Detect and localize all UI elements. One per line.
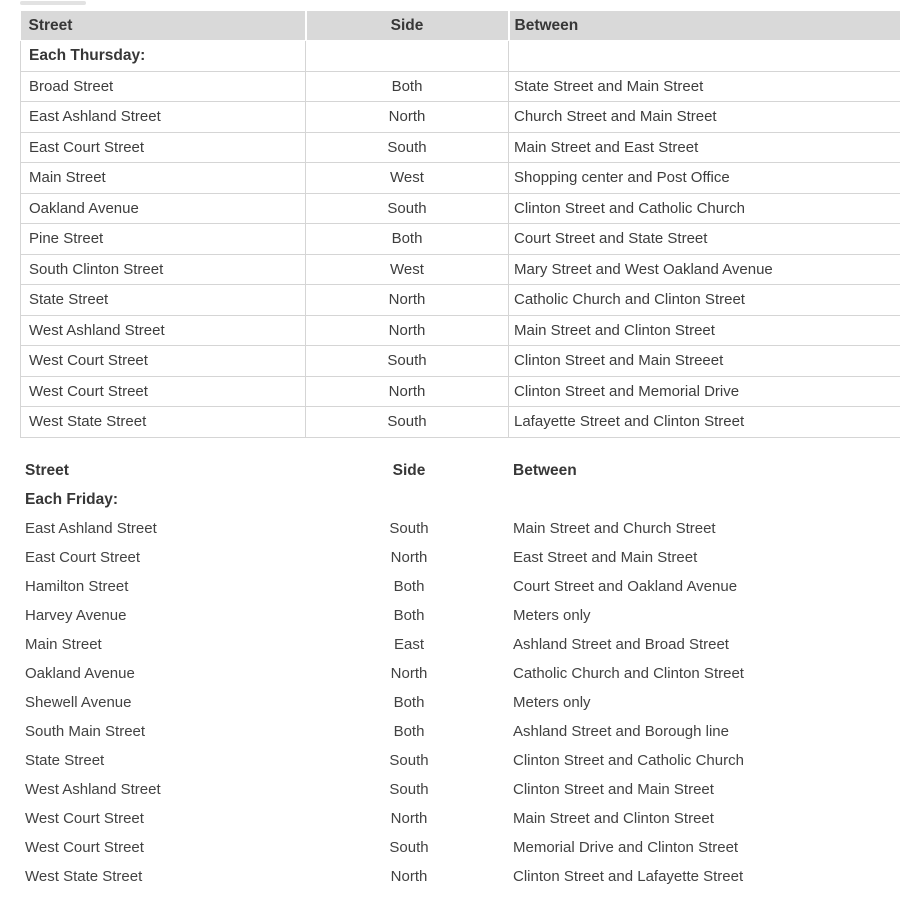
cell-side: Both bbox=[393, 723, 425, 740]
table-header-row bbox=[25, 456, 900, 485]
table-row bbox=[21, 407, 900, 438]
cell-street: Hamilton Street bbox=[25, 578, 129, 595]
cell-between: Clinton Street and Memorial Drive bbox=[509, 376, 900, 407]
cell-side: West bbox=[306, 163, 509, 194]
section-empty-cell bbox=[305, 485, 513, 514]
table-row bbox=[25, 514, 900, 543]
table-row bbox=[25, 746, 900, 775]
cell-side: South bbox=[389, 839, 429, 856]
cell-between: Clinton Street and Main Street bbox=[513, 781, 714, 798]
cell-between: Clinton Street and Main Streeet bbox=[509, 346, 900, 377]
cell-between: Meters only bbox=[513, 694, 591, 711]
cell-between: Shopping center and Post Office bbox=[509, 163, 900, 194]
cell-street: West State Street bbox=[25, 868, 143, 885]
cell-street: West Ashland Street bbox=[21, 315, 306, 346]
cell-street: West Court Street bbox=[21, 346, 306, 377]
table-row bbox=[25, 804, 900, 833]
thursday-schedule-table bbox=[20, 11, 900, 438]
column-header-street: Street bbox=[25, 461, 69, 479]
section-empty-cell bbox=[509, 41, 900, 72]
cell-side: North bbox=[306, 102, 509, 133]
cell-street: East Ashland Street bbox=[25, 520, 157, 537]
column-header-between: Between bbox=[509, 11, 900, 41]
cell-side: Both bbox=[393, 607, 425, 624]
cell-street: West State Street bbox=[21, 407, 306, 438]
cell-between: Main Street and Clinton Street bbox=[513, 810, 714, 827]
cell-between: Court Street and State Street bbox=[509, 224, 900, 255]
cell-between: Main Street and Clinton Street bbox=[509, 315, 900, 346]
table-row bbox=[25, 833, 900, 862]
cell-street: East Court Street bbox=[21, 132, 306, 163]
cell-between: Clinton Street and Catholic Church bbox=[513, 752, 744, 769]
table-row bbox=[21, 71, 900, 102]
cell-street: West Court Street bbox=[25, 810, 144, 827]
cell-street: Shewell Avenue bbox=[25, 694, 132, 711]
cell-between: East Street and Main Street bbox=[513, 549, 698, 566]
cell-between: Ashland Street and Borough line bbox=[513, 723, 729, 740]
cell-street: Broad Street bbox=[21, 71, 306, 102]
cell-side: North bbox=[390, 810, 428, 827]
cell-side: South bbox=[306, 132, 509, 163]
table-row bbox=[21, 193, 900, 224]
table-row bbox=[21, 132, 900, 163]
table-row bbox=[25, 659, 900, 688]
cell-side: North bbox=[390, 549, 428, 566]
cell-side: North bbox=[390, 665, 428, 682]
cell-side: West bbox=[306, 254, 509, 285]
cell-street: South Clinton Street bbox=[21, 254, 306, 285]
cell-between: Memorial Drive and Clinton Street bbox=[513, 839, 739, 856]
column-header-between: Between bbox=[513, 461, 577, 479]
cell-street: West Ashland Street bbox=[25, 781, 161, 798]
cell-side: North bbox=[390, 868, 428, 885]
cell-street: Harvey Avenue bbox=[25, 607, 127, 624]
cell-side: Both bbox=[306, 71, 509, 102]
cell-between: Clinton Street and Catholic Church bbox=[509, 193, 900, 224]
cell-side: South bbox=[389, 520, 429, 537]
table-row bbox=[21, 224, 900, 255]
cell-street: Pine Street bbox=[21, 224, 306, 255]
cell-side: Both bbox=[393, 694, 425, 711]
table-row bbox=[25, 630, 900, 659]
cell-between: Catholic Church and Clinton Street bbox=[513, 665, 744, 682]
table-row bbox=[21, 163, 900, 194]
cell-street: Oakland Avenue bbox=[21, 193, 306, 224]
table-row bbox=[21, 102, 900, 133]
cell-street: West Court Street bbox=[25, 839, 144, 856]
cell-side: North bbox=[306, 285, 509, 316]
cell-between: Church Street and Main Street bbox=[509, 102, 900, 133]
cell-street: Oakland Avenue bbox=[25, 665, 135, 682]
cell-street: State Street bbox=[21, 285, 306, 316]
cell-street: South Main Street bbox=[25, 723, 146, 740]
table-row bbox=[21, 346, 900, 377]
cell-street: East Court Street bbox=[25, 549, 141, 566]
cell-side: South bbox=[306, 346, 509, 377]
table-row bbox=[21, 315, 900, 346]
section-label: Each Friday: bbox=[25, 490, 119, 508]
section-label: Each Thursday: bbox=[21, 41, 306, 72]
cell-between: Meters only bbox=[513, 607, 591, 624]
cell-side: Both bbox=[306, 224, 509, 255]
cell-street: Main Street bbox=[21, 163, 306, 194]
cell-between: Court Street and Oakland Avenue bbox=[513, 578, 738, 595]
cell-street: State Street bbox=[25, 752, 105, 769]
cell-side: Both bbox=[393, 578, 425, 595]
table-header-row bbox=[21, 11, 900, 41]
table-row bbox=[25, 601, 900, 630]
table-row bbox=[25, 717, 900, 746]
cell-street: Main Street bbox=[25, 636, 102, 653]
cell-side: North bbox=[306, 376, 509, 407]
cell-side: North bbox=[306, 315, 509, 346]
cell-between: Main Street and East Street bbox=[509, 132, 900, 163]
table-row bbox=[21, 376, 900, 407]
cell-between: Lafayette Street and Clinton Street bbox=[509, 407, 900, 438]
cell-street: West Court Street bbox=[21, 376, 306, 407]
table-row bbox=[25, 543, 900, 572]
table-row bbox=[25, 688, 900, 717]
section-row bbox=[25, 485, 900, 514]
cell-between: Catholic Church and Clinton Street bbox=[509, 285, 900, 316]
table-row bbox=[25, 775, 900, 804]
column-header-side: Side bbox=[392, 461, 426, 479]
cell-between: Main Street and Church Street bbox=[513, 520, 716, 537]
column-header-side: Side bbox=[306, 11, 509, 41]
cell-side: South bbox=[389, 752, 429, 769]
table-row bbox=[25, 572, 900, 601]
cell-side: South bbox=[306, 407, 509, 438]
table-row bbox=[21, 285, 900, 316]
friday-schedule-table bbox=[25, 456, 900, 891]
cell-between: Mary Street and West Oakland Avenue bbox=[509, 254, 900, 285]
cell-between: State Street and Main Street bbox=[509, 71, 900, 102]
cell-street: East Ashland Street bbox=[21, 102, 306, 133]
screenshot-edge-artifact bbox=[20, 1, 86, 5]
cell-side: South bbox=[306, 193, 509, 224]
section-row bbox=[21, 41, 900, 72]
table-row bbox=[21, 254, 900, 285]
section-empty-cell bbox=[306, 41, 509, 72]
cell-between: Clinton Street and Lafayette Street bbox=[513, 868, 744, 885]
column-header-street: Street bbox=[21, 11, 306, 41]
table-row bbox=[25, 862, 900, 891]
section-empty-cell bbox=[513, 485, 900, 514]
cell-side: South bbox=[389, 781, 429, 798]
cell-side: East bbox=[393, 636, 424, 653]
cell-between: Ashland Street and Broad Street bbox=[513, 636, 729, 653]
